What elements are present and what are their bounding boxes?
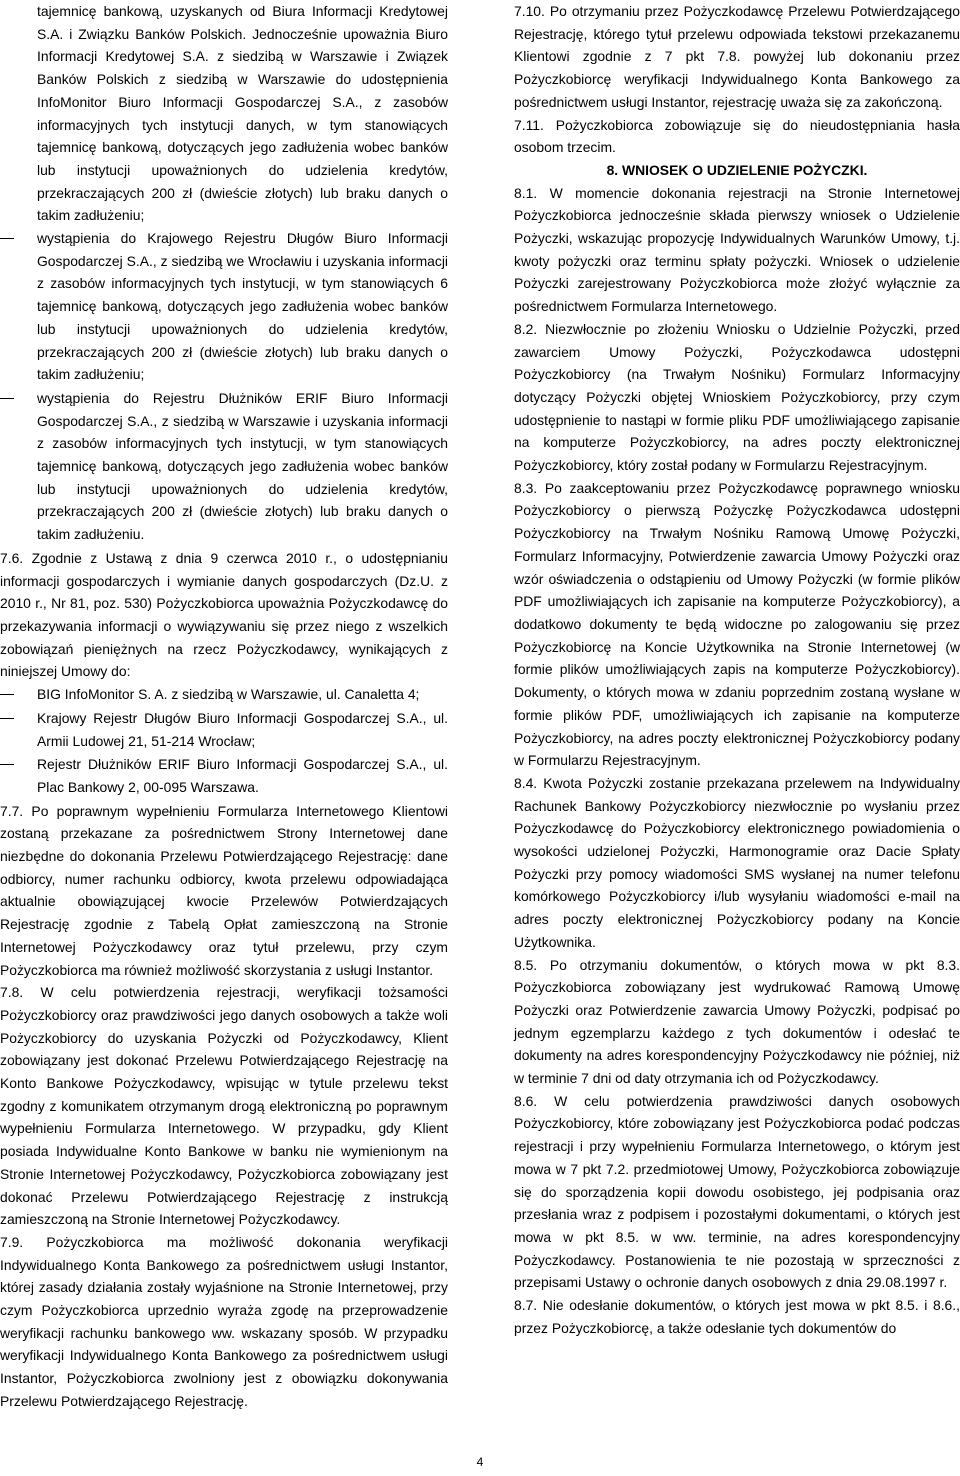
registry-address-list bbox=[0, 683, 448, 799]
paragraph-8-4: 8.4. Kwota Pożyczki zostanie przekazana przelewem na Indywidualny Rachunek Bankowy Pożyczkobiorcy niezwłocznie po wysłaniu przez Pożyczkodawcę do Pożyczkobiorcy elektronicznego powiadomienia o wysokości udzielonej Pożyczki, Harmonogramie oraz Dacie Spłaty Pożyczki przy pomocy wiadomości SMS wysłanej na numer telefonu komórkowego Pożyczkobiorcy i/lub wysyłaniu wiadomości e-mail na adres poczty elektronicznej Pożyczkobiorcy podany na Koncie Użytkownika. bbox=[514, 774, 960, 950]
paragraph-7-11: 7.11. Pożyczkobiorca zobowiązuje się do nieudostępniania hasła osobom trzecim. bbox=[514, 116, 960, 156]
right-column bbox=[514, 0, 960, 1339]
intro-continuation: tajemnicę bankową, uzyskanych od Biura Informacji Kredytowej S.A. i Związku Banków Polskich. Jednocześnie upoważnia Biuro Informacji Kredytowej S.A. z siedzibą w Warszawie i Związek Banków Polskich z siedzibą w Warszawie do udostępnienia InfoMonitor Biuro Informacji Gospodarczej S.A., z zasobów informacyjnych tych instytucji danych, w tym stanowiących tajemnicę bankową, dotyczących jego zadłużenia wobec banków lub instytucji upoważnionych do udzielenia kredytów, przekraczających 200 zł (dwieście złotych) lub braku danych o takim zadłużeniu; bbox=[37, 3, 448, 224]
paragraph-8-5: 8.5. Po otrzymaniu dokumentów, o których mowa w pkt 8.3. Pożyczkobiorca zobowiązany jest wydrukować Ramową Umowę Pożyczki oraz Potwierdzenie zawarcia Umowy Pożyczki, podpisać po jednym egzemplarzu każdego z tych dokumentów i odesłać te dokumenty na adres korespondencyjny Pożyczkodawcy nie później, niż w terminie 7 dni od daty otrzymania ich od Pożyczkodawcy. bbox=[514, 956, 960, 1087]
paragraph-8-1: 8.1. W momencie dokonania rejestracji na Stronie Internetowej Pożyczkobiorca jednocześnie składa pierwszy wniosek o Udzielenie Pożyczki, wskazując propozycję Indywidualnych Warunków Umowy, t.j. kwoty pożyczki oraz terminu spłaty pożyczki. Wniosek o udzielenie Pożyczki zarejestrowany Pożyczkobiorca może złożyć wyłącznie za pośrednictwem Formularza Internetowego. bbox=[514, 184, 960, 315]
paragraph-8-7: 8.7. Nie odesłanie dokumentów, o których jest mowa w pkt 8.5. i 8.6., przez Pożyczkobiorcę, a także odesłanie tych dokumentów do bbox=[514, 1297, 960, 1336]
list-item: BIG InfoMonitor S. A. z siedzibą w Warszawie, ul. Canaletta 4; bbox=[0, 683, 448, 706]
list-item: wystąpienia do Krajowego Rejestru Długów Biuro Informacji Gospodarczej S.A., z siedzibą we Wrocławiu i uzyskania informacji z zasobów informacyjnych tych instytucji, w tym stanowiących 6 tajemnicę bankową, dotyczących jego zadłużenia wobec banków lub instytucji upoważnionych do udzielenia kredytów, przekraczających 200 zł (dwieście złotych) lub braku danych o takim zadłużeniu; bbox=[0, 227, 448, 386]
page-number: 4 bbox=[476, 1455, 484, 1469]
list-item: Rejestr Dłużników ERIF Biuro Informacji Gospodarczej S.A., ul. Plac Bankowy 2, 00-095 Warszawa. bbox=[0, 753, 448, 798]
paragraph-8-6: 8.6. W celu potwierdzenia prawdziwości danych osobowych Pożyczkobiorcy, które zobowiązany jest Pożyczkobiorca podać podczas rejestracji i przy wypełnieniu Formularza Internetowego, o którym jest mowa w 7 pkt 7.2. przedmiotowej Umowy, Pożyczkobiorca zobowiązuje się do sporządzenia kopii dowodu osobistego, jej podpisania oraz przesłania wraz z podpisem i pozostałymi dokumentami, o których jest mowa w pkt 8.5. w ww. terminie, na adres korespondencyjny Pożyczkodawcy. Postanowienia te nie pozostają w sprzeczności z przepisami Ustawy o ochronie danych osobowych z dnia 29.08.1997 r. bbox=[514, 1092, 960, 1291]
section-heading-8: 8. WNIOSEK O UDZIELENIE POŻYCZKI. bbox=[606, 161, 868, 178]
paragraph-7-8: 7.8. W celu potwierdzenia rejestracji, weryfikacji tożsamości Pożyczkobiorcy oraz prawdziwości jego danych osobowych a także woli Pożyczkobiorcy do uzyskania Pożyczki od Pożyczkodawcy, Klient zobowiązany jest dokonać Przelewu Potwierdzającego Rejestrację na Konto Bankowe Pożyczkodawcy, wpisując w tytule przelewu tekst zgodny z komunikatem otrzymanym drogą elektroniczną po poprawnym wypełnieniu Formularza Internetowego. W przypadku, gdy Klient posiada Indywidualne Konto Bankowe w banku nie wymienionym na Stronie Internetowej Pożyczkodawcy, Pożyczkobiorca zobowiązany jest dokonać Przelewu Potwierdzającego Rejestrację z instrukcją zamieszczoną na Stronie Internetowej Pożyczkodawcy. bbox=[0, 984, 448, 1228]
paragraph-8-3: 8.3. Po zaakceptowaniu przez Pożyczkodawcę poprawnego wniosku Pożyczkobiorcy o pierwszą Pożyczkę Pożyczkodawca udostępni Pożyczkobiorcy na Trwałym Nośniku Ramową Umowę Pożyczki, Formularz Informacyjny, Potwierdzenie zawarcia Umowy Pożyczki oraz wzór oświadczenia o odstąpieniu od Umowy Pożyczki (w formie plików PDF umożliwiających ich zapisanie na komputerze Pożyczkobiorcy), a dodatkowo dokumenty te będą widoczne po zalogowaniu się przez Pożyczkobiorcę na Koncie Użytkownika na Stronie Internetowej (w formie plików umożliwiających zapis na komputerze Pożyczkobiorcy). Dokumenty, o których mowa w zdaniu poprzednim zostaną wysłane w formie plików PDF, umożliwiających ich zapisanie na komputerze Pożyczkobiorcy, na adres poczty elektronicznej Pożyczkobiorcy podany w Formularzu Rejestracyjnym. bbox=[514, 479, 960, 769]
left-column bbox=[0, 0, 448, 1413]
paragraph-7-6: 7.6. Zgodnie z Ustawą z dnia 9 czerwca 2010 r., o udostępnianiu informacji gospodarczych i wymianie danych gospodarczych (Dz.U. z 2010 r., Nr 81, poz. 530) Pożyczkobiorca upoważnia Pożyczkodawcę do przekazywania informacji o wywiązywaniu się przez niego z wszelkich zobowiązań pieniężnych na rzecz Pożyczkodawcy, wynikających z niniejszej Umowy do: bbox=[0, 549, 448, 680]
registry-list bbox=[0, 227, 448, 546]
list-item: wystąpienia do Rejestru Dłużników ERIF Biuro Informacji Gospodarczej S.A., z siedzibą w Warszawie i uzyskania informacji z zasobów informacyjnych tych instytucji, w tym stanowiących tajemnicę bankową, dotyczących jego zadłużenia wobec banków lub instytucji upoważnionych do udzielenia kredytów, przekraczających 200 zł (dwieście złotych) lub braku danych o takim zadłużeniu. bbox=[0, 387, 448, 546]
paragraph-7-7: 7.7. Po poprawnym wypełnieniu Formularza Internetowego Klientowi zostaną przekazane za pośrednictwem Strony Internetowej dane niezbędne do dokonania Przelewu Potwierdzającego Rejestrację: dane odbiorcy, numer rachunku odbiorcy, kwota przelewu odpowiadająca aktualnie obowiązującej kwocie Przelewów Potwierdzających Rejestrację zgodnie z Tabelą Opłat zamieszczoną na Stronie Internetowej Pożyczkodawcy oraz tytuł przelewu, przy czym Pożyczkobiorca ma również możliwość skorzystania z usługi Instantor. bbox=[0, 802, 448, 978]
list-item: Krajowy Rejestr Długów Biuro Informacji Gospodarczej S.A., ul. Armii Ludowej 21, 51-214 Wrocław; bbox=[0, 707, 448, 752]
paragraph-7-10: 7.10. Po otrzymaniu przez Pożyczkodawcę Przelewu Potwierdzającego Rejestrację, którego tytuł przelewu odpowiada tekstowi przekazanemu Klientowi zgodnie z 7 pkt 7.8. powyżej lub dokonaniu przez Pożyczkobiorcę weryfikacji Indywidualnego Konta Bankowego za pośrednictwem usługi Instantor, rejestrację uważa się za zakończoną. bbox=[514, 3, 960, 110]
paragraph-8-2: 8.2. Niezwłocznie po złożeniu Wniosku o Udzielnie Pożyczki, przed zawarciem Umowy Pożyczki, Pożyczkodawca udostępni Pożyczkobiorcy (na Trwałym Nośniku) Formularz Informacyjny dotyczący Pożyczki objętej Wnioskiem Pożyczkobiorcy, przy czym udostępnienie to nastąpi w formie pliku PDF umożliwiającego zapisanie na komputerze Pożyczkobiorcy, na adres poczty elektronicznej Pożyczkobiorcy, który został podany w Formularzu Rejestracyjnym. bbox=[514, 320, 960, 474]
paragraph-7-9: 7.9. Pożyczkobiorca ma możliwość dokonania weryfikacji Indywidualnego Konta Bankowego za pośrednictwem usługi Instantor, której zasady działania zostały wyjaśnione na Stronie Internetowej, przy czym Pożyczkobiorca uprzednio wyraża zgodę na przeprowadzenie weryfikacji rachunku bankowego ww. wskazany sposób. W przypadku weryfikacji Indywidualnego Konta Bankowego za pośrednictwem usługi Instantor, Pożyczkobiorca zwolniony jest z obowiązku dokonywania Przelewu Potwierdzającego Rejestrację. bbox=[0, 1233, 448, 1409]
